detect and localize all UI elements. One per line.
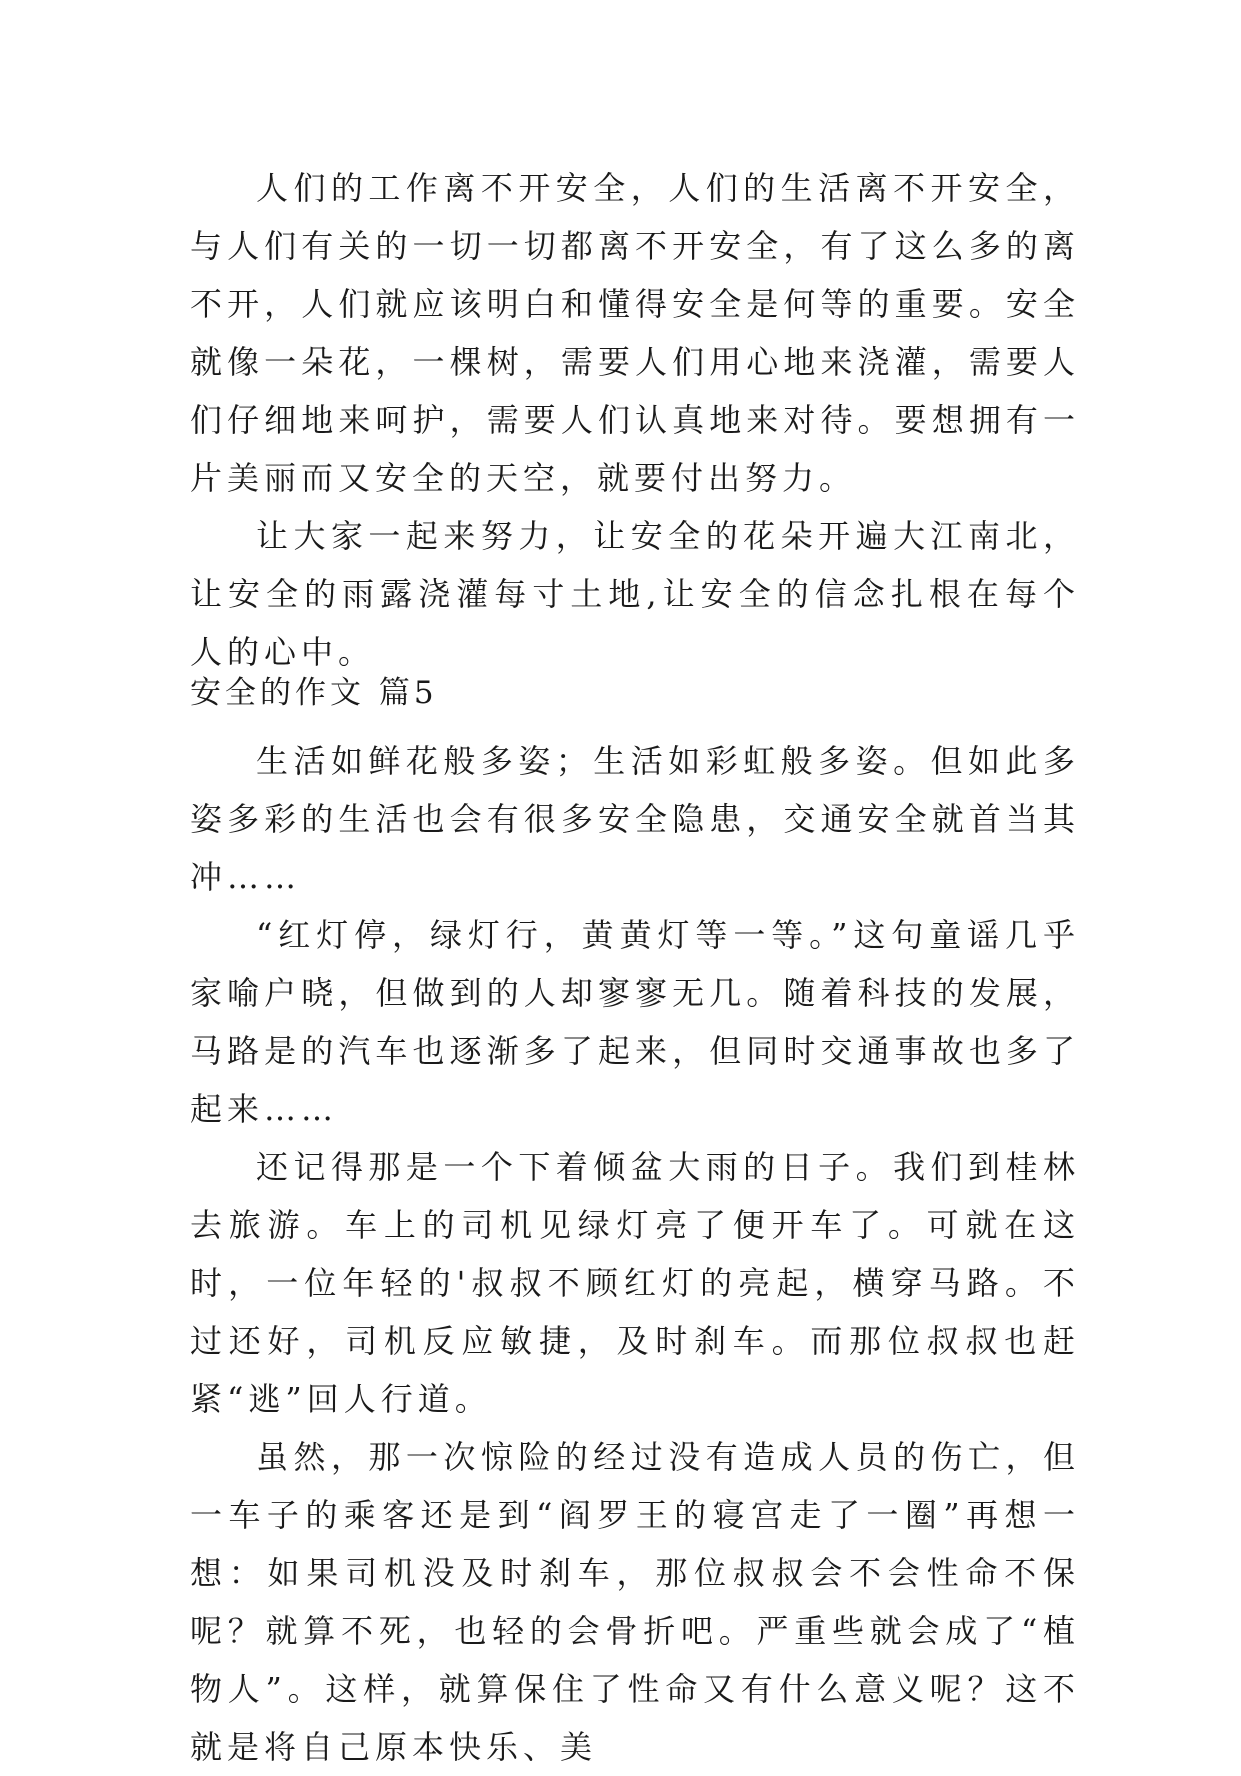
paragraph-safety-importance: 人们的工作离不开安全，人们的生活离不开安全，与人们有关的一切一切都离不开安全，有了这么多的离不开，人们就应该明白和懂得安全是何等的重要。安全就像一朵花，一棵树，需要人们用心地来浇灌，需要人们仔细地来呵护，需要人们认真地来对待。要想拥有一片美丽而又安全的天空，就要付出努力。 xyxy=(190,169,1080,497)
section-5-block xyxy=(190,664,1080,1776)
paragraph-reflection: 虽然，那一次惊险的经过没有造成人员的伤亡，但一车子的乘客还是到“阎罗王的寝宫走了一圈”再想一想：如果司机没及时刹车，那位叔叔会不会性命不保呢？就算不死，也轻的会骨折吧。严重些就会成了“植物人”。这样，就算保住了性命又有什么意义呢？这不就是将自己原本快乐、美 xyxy=(190,1438,1080,1766)
paragraph-colorful-life: 生活如鲜花般多姿；生活如彩虹般多姿。但如此多姿多彩的生活也会有很多安全隐患，交通安全就首当其冲…… xyxy=(190,742,1080,896)
paragraph-guilin-story: 还记得那是一个下着倾盆大雨的日子。我们到桂林去旅游。车上的司机见绿灯亮了便开车了。可就在这时，一位年轻的'叔叔不顾红灯的亮起，横穿马路。不过还好，司机反应敏捷，及时刹车。而那位叔叔也赶紧“逃”回人行道。 xyxy=(190,1148,1080,1418)
top-text-block xyxy=(190,159,1080,681)
section-heading: 安全的作文 篇5 xyxy=(190,675,438,711)
paragraph-safety-call-to-action: 让大家一起来努力，让安全的花朵开遍大江南北，让安全的雨露浇灌每寸土地,让安全的信念扎根在每个人的心中。 xyxy=(190,517,1080,671)
paragraph-traffic-rhyme: “红灯停，绿灯行，黄黄灯等一等。”这句童谣几乎家喻户晓，但做到的人却寥寥无几。随着科技的发展，马路是的汽车也逐渐多了起来，但同时交通事故也多了起来…… xyxy=(190,916,1080,1128)
